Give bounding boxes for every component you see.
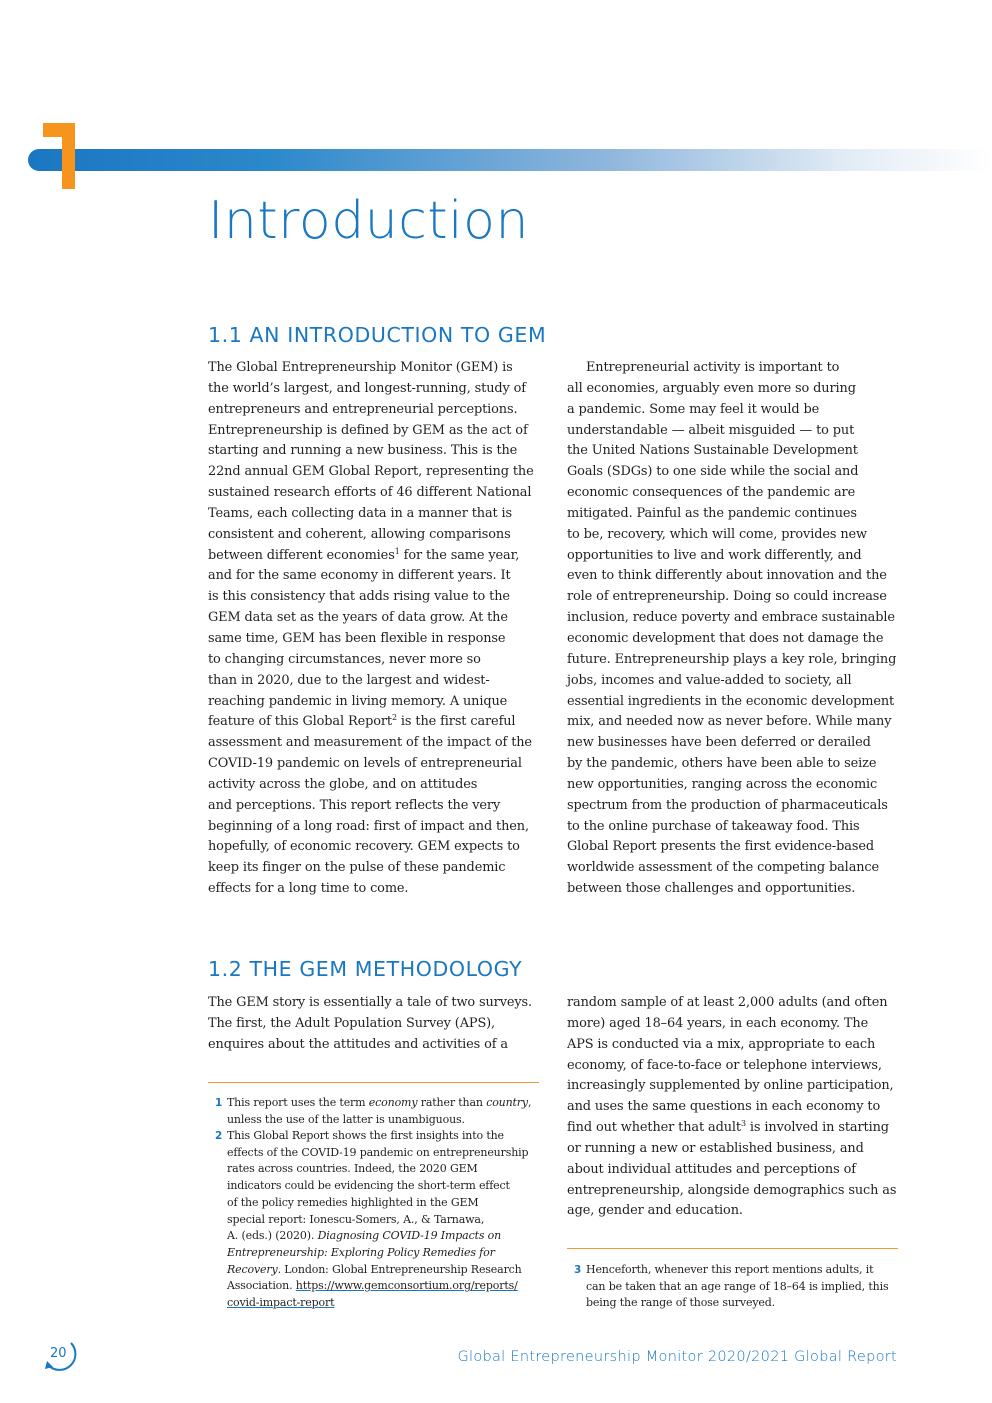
- page-number: 20: [50, 1346, 67, 1361]
- section1-left-column: [208, 358, 548, 900]
- text-line: [567, 1118, 907, 1139]
- text-line: [208, 712, 548, 733]
- text-line: opportunities to live and work differently, and: [567, 547, 862, 563]
- footnote-line: rates across countries. Indeed, the 2020 GEM: [227, 1162, 478, 1176]
- text-line: role of entrepreneurship. Doing so could increase: [567, 589, 887, 605]
- footnote-line: of the policy remedies highlighted in the GEM: [227, 1195, 479, 1209]
- text-line: entrepreneurs and entrepreneurial perceptions.: [208, 401, 518, 417]
- text-line: all economies, arguably even more so during: [567, 380, 856, 396]
- text-segment: rather than: [417, 1096, 487, 1109]
- text-segment: Entrepreneurship: Exploring Policy Remedies for: [227, 1245, 495, 1259]
- text-line: same time, GEM has been flexible in response: [208, 630, 506, 646]
- text-segment: Association.: [227, 1279, 296, 1293]
- text-line: age, gender and education.: [567, 1203, 743, 1219]
- text-line: to the online purchase of takeaway food. This: [567, 818, 860, 834]
- text-line: a pandemic. Some may feel it would be: [567, 401, 820, 417]
- text-line: by the pandemic, others have been able to seize: [567, 756, 877, 772]
- text-line: between those challenges and opportunities.: [567, 881, 856, 897]
- footnote-line: effects of the COVID-19 pandemic on entrepreneurship: [227, 1145, 529, 1159]
- footnote-line: [208, 1245, 548, 1262]
- text-line: mitigated. Painful as the pandemic continues: [567, 505, 857, 521]
- text-line: even to think differently about innovation and the: [567, 568, 887, 584]
- text-line: economy, of face-to-face or telephone interviews,: [567, 1057, 882, 1073]
- text-line: spectrum from the production of pharmaceuticals: [567, 797, 888, 813]
- footnote-line: [208, 1095, 548, 1112]
- text-line: Teams, each collecting data in a manner that is: [208, 505, 513, 521]
- text-line: entrepreneurship, alongside demographics such as: [567, 1182, 897, 1198]
- chapter-number-graphic: [43, 123, 79, 189]
- footnote-divider: [208, 1082, 539, 1083]
- text-segment: feature of this Global Report: [208, 714, 392, 730]
- text-line: random sample of at least 2,000 adults (and often: [567, 995, 888, 1010]
- footnote-3: [567, 1262, 907, 1312]
- text-line: The first, the Adult Population Survey (APS),: [208, 1015, 496, 1031]
- text-line: new opportunities, ranging across the economic: [567, 776, 878, 792]
- text-line: future. Entrepreneurship plays a key role, bringing: [567, 651, 897, 667]
- text-line: starting and running a new business. This is the: [208, 443, 518, 459]
- text-segment: between different economies: [208, 547, 395, 563]
- text-line: Global Report presents the first evidence-based: [567, 839, 874, 855]
- footnote-line: This Global Report shows the first insights into the: [227, 1129, 504, 1142]
- text-line: consistent and coherent, allowing comparisons: [208, 526, 511, 542]
- text-line: inclusion, reduce poverty and embrace sustainable: [567, 610, 895, 626]
- report-link-continued[interactable]: covid-impact-report: [227, 1296, 335, 1310]
- text-segment: is involved in starting: [745, 1120, 889, 1136]
- footnote-number: 1: [215, 1097, 223, 1109]
- text-line: The Global Entrepreneurship Monitor (GEM) is: [208, 360, 513, 375]
- text-line: essential ingredients in the economic development: [567, 693, 895, 709]
- text-line: mix, and needed now as never before. While many: [567, 714, 892, 730]
- footnote-number: 3: [574, 1264, 582, 1276]
- footnote-line: unless the use of the latter is unambiguous.: [227, 1112, 465, 1126]
- chapter-banner-bar: [28, 149, 992, 171]
- text-line: reaching pandemic in living memory. A unique: [208, 693, 508, 709]
- text-segment: Diagnosing COVID-19 Impacts on: [317, 1229, 502, 1243]
- text-line: to be, recovery, which will come, provides new: [567, 526, 867, 542]
- text-line: economic development that does not damage the: [567, 630, 884, 646]
- text-line: The GEM story is essentially a tale of two surveys.: [208, 995, 533, 1010]
- text-line: and for the same economy in different years. It: [208, 568, 511, 584]
- text-line: to changing circumstances, never more so: [208, 651, 481, 667]
- text-segment: Entrepreneurial activity is important to: [586, 360, 840, 375]
- footnote-divider: [567, 1248, 898, 1249]
- footnote-1: [208, 1095, 548, 1128]
- text-line: 22nd annual GEM Global Report, representing the: [208, 464, 534, 480]
- text-line: jobs, incomes and value-added to society, all: [567, 672, 852, 688]
- footnote-number: 2: [215, 1130, 223, 1142]
- text-line: economic consequences of the pandemic are: [567, 485, 856, 501]
- text-line: the United Nations Sustainable Development: [567, 443, 858, 459]
- footnote-line: indicators could be evidencing the short-term effect: [227, 1179, 510, 1193]
- section2-right-column: [567, 993, 907, 1222]
- text-line: enquires about the attitudes and activities of a: [208, 1036, 508, 1052]
- text-line: Goals (SDGs) to one side while the social and: [567, 464, 859, 480]
- section1-right-column: [567, 358, 907, 900]
- text-line: worldwide assessment of the competing balance: [567, 860, 880, 876]
- footer-report-title: Global Entrepreneurship Monitor 2020/2021 Global Report: [457, 1349, 897, 1365]
- section-heading-methodology: 1.2 THE GEM METHODOLOGY: [208, 957, 523, 981]
- text-line: effects for a long time to come.: [208, 881, 409, 897]
- text-line: activity across the globe, and on attitudes: [208, 776, 478, 792]
- text-line: than in 2020, due to the largest and widest-: [208, 672, 490, 688]
- footnote-ref-1[interactable]: 1: [394, 546, 400, 556]
- text-line: increasingly supplemented by online participation,: [567, 1078, 894, 1094]
- text-segment: Recovery: [227, 1262, 278, 1276]
- text-line: assessment and measurement of the impact of the: [208, 735, 532, 751]
- footnote-line: special report: Ionescu-Somers, A., & Tarnawa,: [227, 1212, 485, 1226]
- text-segment: economy: [368, 1096, 418, 1109]
- section2-left-column: [208, 993, 548, 1056]
- text-line: GEM data set as the years of data grow. At the: [208, 610, 508, 626]
- section-heading-intro: 1.1 AN INTRODUCTION TO GEM: [208, 323, 547, 347]
- text-segment: country: [486, 1096, 528, 1109]
- text-line: COVID-19 pandemic on levels of entrepreneurial: [208, 756, 522, 772]
- text-segment: A. (eds.) (2020).: [227, 1229, 318, 1243]
- text-segment: ,: [527, 1096, 532, 1109]
- footnote-2: [208, 1128, 548, 1312]
- text-line: Entrepreneurship is defined by GEM as the act of: [208, 422, 528, 438]
- footnote-ref-2[interactable]: 2: [391, 713, 397, 723]
- text-line: the world’s largest, and longest-running, study of: [208, 380, 526, 396]
- text-line: sustained research efforts of 46 different National: [208, 485, 532, 501]
- text-segment: . London: Global Entrepreneurship Research: [277, 1262, 522, 1276]
- footnote-ref-3[interactable]: 3: [740, 1119, 746, 1129]
- footnote-line: [208, 1228, 548, 1245]
- footnote-line: [208, 1295, 548, 1312]
- report-link[interactable]: https://www.gemconsortium.org/reports/: [295, 1279, 518, 1293]
- text-line: [208, 546, 548, 567]
- text-line: about individual attitudes and perceptions of: [567, 1161, 856, 1177]
- footnote-line: can be taken that an age range of 18–64 is implied, this: [586, 1279, 889, 1293]
- text-line: understandable — albeit misguided — to put: [567, 422, 855, 438]
- text-line: and uses the same questions in each economy to: [567, 1099, 881, 1115]
- text-line: new businesses have been deferred or derailed: [567, 735, 871, 751]
- text-segment: is the first careful: [396, 714, 516, 730]
- text-line: hopefully, of economic recovery. GEM expects to: [208, 839, 520, 855]
- text-line: and perceptions. This report reflects the very: [208, 797, 501, 813]
- footnote-line: Henceforth, whenever this report mentions adults, it: [586, 1263, 874, 1276]
- text-line: keep its finger on the pulse of these pandemic: [208, 860, 506, 876]
- text-line: is this consistency that adds rising value to the: [208, 589, 510, 605]
- text-line: APS is conducted via a mix, appropriate to each: [567, 1036, 876, 1052]
- text-line: beginning of a long road: first of impact and then,: [208, 818, 529, 834]
- chapter-title: Introduction: [208, 191, 529, 251]
- text-line: [567, 358, 907, 379]
- text-segment: find out whether that adult: [567, 1120, 741, 1136]
- text-segment: This report uses the term: [227, 1096, 369, 1109]
- text-line: or running a new or established business, and: [567, 1140, 864, 1156]
- footnote-line: [208, 1278, 548, 1295]
- text-line: more) aged 18–64 years, in each economy. The: [567, 1015, 869, 1031]
- footnote-line: [208, 1262, 548, 1279]
- text-segment: for the same year,: [399, 547, 520, 563]
- footnote-line: being the range of those surveyed.: [586, 1296, 775, 1310]
